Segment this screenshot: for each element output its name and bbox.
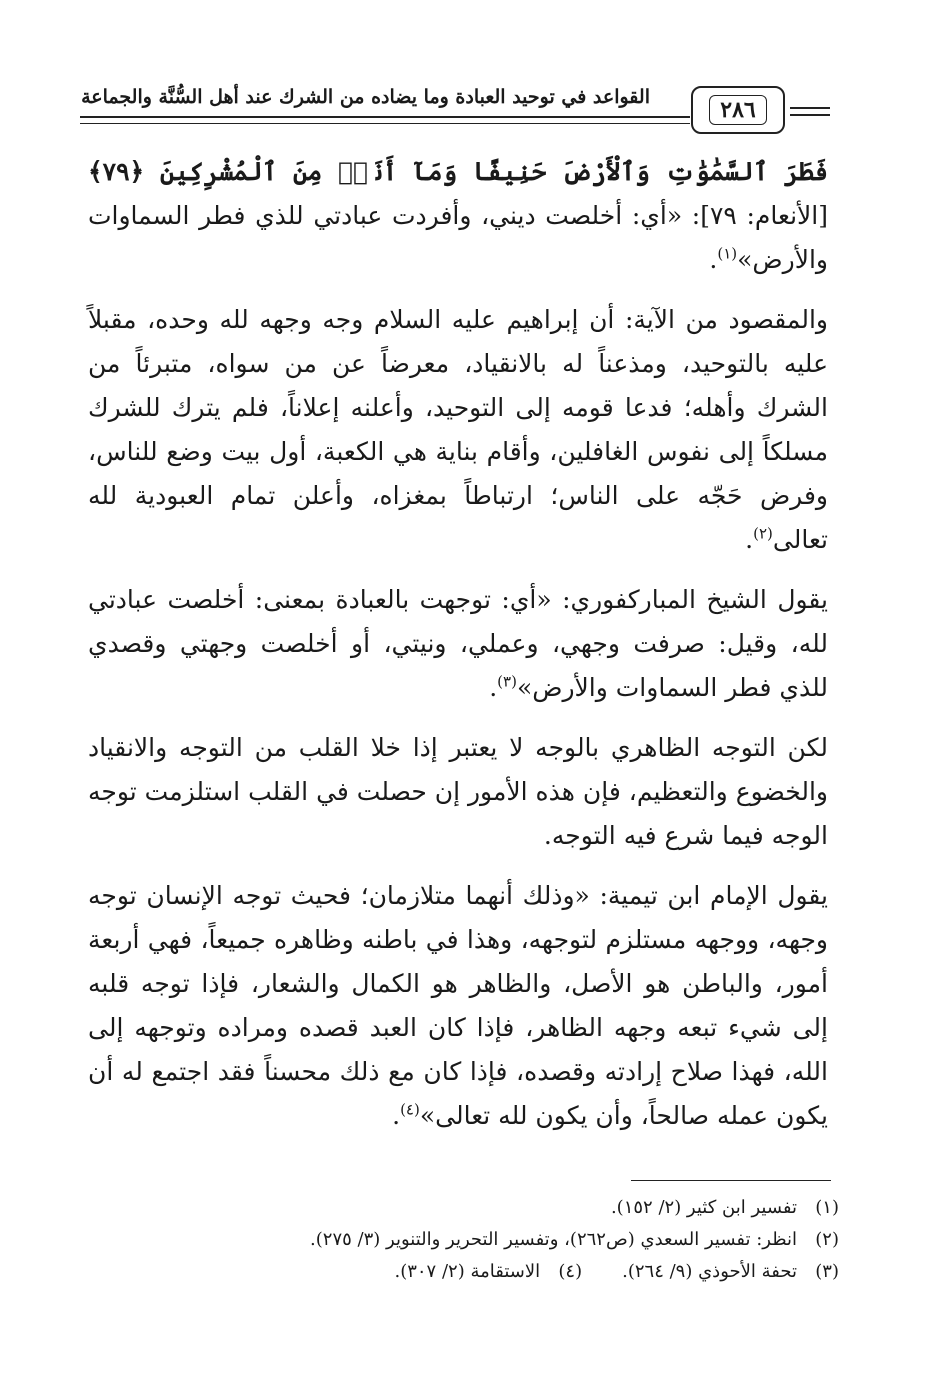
quran-verse: فَطَرَ ٱلسَّمَٰوَٰتِ وَٱلْأَرْضَ حَنِيفًا وَمَآ أَنَا۠ مِنَ ٱلْمُشْرِكِينَ ﴿٧٩﴾ [88, 157, 828, 186]
footnote-item [99, 1256, 839, 1288]
paragraph-end: . [489, 673, 498, 702]
header-rule-right-lower [790, 114, 830, 116]
footnote-text: انظر: تفسير السعدي (ص٢٦٢)، وتفسير التحرير والتنوير (٣/ ٢٧٥). [310, 1229, 797, 1250]
footnote-item [99, 1224, 839, 1256]
footnote-number: (٣) [815, 1261, 839, 1282]
footnote-number: (٤) [558, 1261, 583, 1282]
paragraph-text: [الأنعام: ٧٩]: «أي: أخلصت ديني، وأفردت عبادتي للذي فطر السماوات والأرض» [88, 201, 828, 274]
footnote-text: تحفة الأحوذي (٩/ ٢٦٤). [622, 1261, 797, 1282]
footnote-number: (١) [815, 1197, 839, 1218]
footnote-ref: (١) [717, 244, 738, 263]
page-number-frame [691, 86, 785, 134]
footnote-ref: (٢) [753, 524, 773, 543]
paragraph-end: . [709, 245, 718, 274]
paragraph-end: . [392, 1101, 401, 1130]
paragraph-4 [88, 726, 828, 858]
paragraph-2 [88, 298, 828, 562]
paragraph-text: يقول الإمام ابن تيمية: «وذلك أنهما متلازمان؛ فحيث توجه الإنسان توجه وجهه، ووجهه مستلزم لتوجهه، وهذا في باطنه وظاهره جميعاً، فهي أربعة أمور، والباطن هو الأصل، والظاهر هو الكمال والشعار، فإذا توجه قلبه إلى شيء تبعه وجهه الظاهر، فإذا كان العبد قصده ومراده وتوجهه إلى الله، فهذا صلاح إرادته وقصده، فإذا كان مع ذلك محسناً فقد اجتمع له أن يكون عمله صالحاً، وأن يكون لله تعالى» [88, 881, 828, 1130]
running-title: القواعد في توحيد العبادة وما يضاده من الشرك عند أهل السُّنَّة والجماعة [81, 86, 650, 108]
header-rule-right-upper [790, 107, 830, 109]
paragraph-end: . [745, 525, 754, 554]
page-number: ٢٨٦ [709, 95, 766, 125]
footnote-text: تفسير ابن كثير (٢/ ١٥٢). [610, 1197, 797, 1218]
paragraph-3 [88, 578, 828, 710]
header-rule-bottom [80, 123, 690, 124]
footnote-ref: (٣) [497, 672, 517, 691]
footnotes [99, 1192, 839, 1288]
header-rule-top [80, 116, 690, 118]
paragraph-text: لكن التوجه الظاهري بالوجه لا يعتبر إذا خلا القلب من التوجه والانقياد والخضوع والتعظيم، فإن هذه الأمور إن حصلت في القلب استلزمت توجه الوجه فيما شرع فيه التوجه. [88, 733, 828, 850]
footnote-ref: (٤) [400, 1100, 420, 1119]
footnote-item [99, 1192, 839, 1224]
paragraph-1 [88, 150, 828, 282]
footnote-separator [631, 1180, 831, 1181]
paragraph-5 [88, 874, 828, 1138]
footnote-text: الاستقامة (٢/ ٣٠٧). [394, 1261, 541, 1282]
main-text [88, 150, 828, 1154]
footnote-number: (٢) [815, 1229, 839, 1250]
paragraph-text: والمقصود من الآية: أن إبراهيم عليه السلام وجه وجهه لله وحده، مقبلاً عليه بالتوحيد، ومذعناً له بالانقياد، معرضاً عن من سواه، متبرئاً من الشرك وأهله؛ فدعا قومه إلى التوحيد، وأعلنه إعلاناً، فلم يترك للشرك مسلكاً إلى نفوس الغافلين، وأقام بناية هي الكعبة، أول بيت وضع للناس، وفرض حَجّه على الناس؛ ارتباطاً بمغزاه، وأعلن تمام العبودية لله تعالى [88, 305, 828, 554]
page-header [80, 82, 830, 138]
paragraph-text: يقول الشيخ المباركفوري: «أي: توجهت بالعبادة بمعنى: أخلصت عبادتي لله، وقيل: صرفت وجهي، وعملي، ونيتي، أو أخلصت وجهتي وقصدي للذي فطر السماوات والأرض» [88, 585, 828, 702]
